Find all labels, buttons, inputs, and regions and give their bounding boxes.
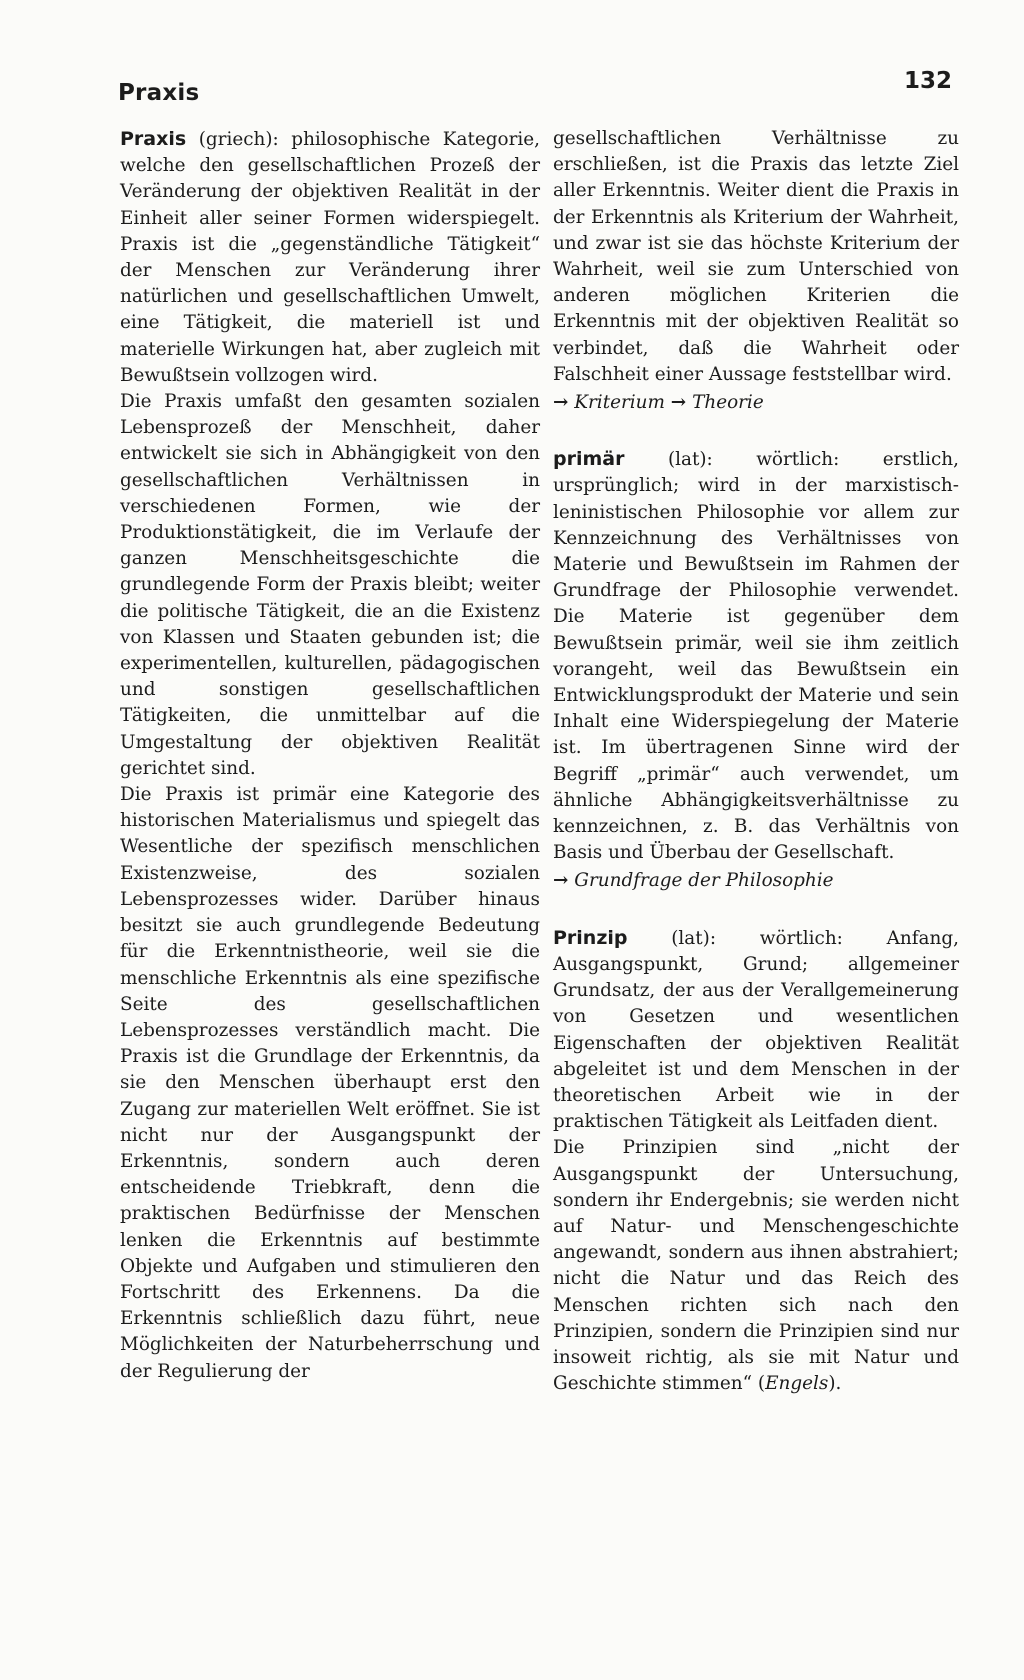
prinzip-definition: wörtlich: Anfang, Ausgangspunkt, Grund; allgemeiner Grundsatz, der aus der Verallgemeinerung von Gesetzen und wesentlichen Eigenschaften der objektiven Realität abgeleitet ist und dem Menschen in der theoretischen Arbeit wie in der praktischen Tätigkeit als Leitfaden dient.	[553, 927, 959, 1133]
entry-prinzip-p1	[553, 925, 959, 1136]
entry-praxis-p2: Die Praxis umfaßt den gesamten sozialen Lebensprozeß der Menschheit, daher entwickelt sie sich in Abhängigkeit von den gesellschaftlichen Verhältnissen in verschiedenen Formen, wie der Produktionstätigkeit, die im Verlaufe der ganzen Menschheitsgeschichte die grundlegende Form der Praxis bleibt; weiter die politische Tätigkeit, die an die Existenz von Klassen und Staaten gebunden ist; die experimentellen, kulturellen, pädagogischen und sonstigen gesellschaftlichen Tätigkeiten, die unmittelbar auf die Umgestaltung der objektiven Realität gerichtet sind.	[120, 391, 540, 779]
xref-grundfrage: Grundfrage der Philosophie	[574, 870, 834, 892]
headword-praxis: Praxis	[120, 128, 187, 150]
entry-separator	[553, 895, 959, 925]
right-column	[553, 126, 959, 1397]
entry-praxis-p3-continued: gesellschaftlichen Verhältnisse zu erschließen, ist die Praxis das letzte Ziel aller Erkenntnis. Weiter dient die Praxis in der Erkenntnis als Kriterium der Wahrheit, und zwar ist sie das höchste Kriterium der Wahrheit, weil sie zum Unterschied von anderen möglichen Kriterien die Erkenntnis mit der objektiven Realität so verbindet, daß die Wahrheit oder Falschheit einer Aussage feststellbar wird.	[553, 128, 959, 385]
xref-theorie: Theorie	[692, 392, 764, 414]
left-column	[120, 126, 540, 1385]
prinzip-quote: Die Prinzipien sind „nicht der Ausgangspunkt der Untersuchung, sondern ihr Endergebnis; sie werden nicht auf Natur- und Menschengeschichte angewandt, sondern aus ihnen abstrahiert; nicht die Natur und das Reich des Menschen richten sich nach den Prinzipien, sondern die Prinzipien sind nur insoweit richtig, als sie mit Natur und Geschichte stimmen“	[553, 1137, 959, 1395]
entry-praxis-p3: Die Praxis ist primär eine Kategorie des historischen Materialismus und spiegelt das Wesentliche der spezifisch menschlichen Existenzweise, des sozialen Lebensprozesses wider. Darüber hinaus besitzt sie auch grundlegende Bedeutung für die Erkenntnistheorie, weil sie die menschliche Erkenntnis als eine spezifische Seite des gesellschaftlichen Lebensprozesses verständlich macht. Die Praxis ist die Grundlage der Erkenntnis, da sie den Menschen überhaupt erst den Zugang zur materiellen Welt eröffnet. Sie ist nicht nur der Ausgangspunkt der Erkenntnis, sondern auch deren entscheidende Triebkraft, denn die praktischen Bedürfnisse der Menschen lenken die Erkenntnis auf bestimmte Objekte und Aufgaben und stimulieren den Fortschritt des Erkennens. Da die Erkenntnis schließlich dazu führt, neue Möglichkeiten der Naturbeherrschung und der Regulierung der	[120, 784, 540, 1382]
page-number: 132	[903, 68, 952, 94]
arrow-icon: →	[553, 870, 569, 892]
source-close: ).	[828, 1373, 842, 1395]
source-author: Engels	[765, 1373, 829, 1395]
headword-primaer: primär	[553, 448, 625, 471]
praxis-cross-references	[553, 390, 959, 416]
running-head: Praxis	[118, 80, 200, 106]
arrow-icon: →	[670, 392, 687, 414]
primaer-cross-references	[553, 868, 959, 894]
etymology-prinzip: (lat):	[671, 927, 717, 949]
source-open: (	[757, 1373, 766, 1395]
entry-primaer	[553, 446, 959, 866]
etymology-praxis: (griech):	[198, 129, 279, 150]
headword-prinzip: Prinzip	[553, 926, 628, 949]
entry-prinzip-p2	[553, 1135, 959, 1397]
primaer-definition: wörtlich: erstlich, ursprünglich; wird in der marxistisch-leninistischen Philosophie vor allem zur Kennzeichnung des Verhältnisses von Materie und Bewußtsein im Rahmen der Grundfrage der Philosophie verwendet. Die Materie ist gegenüber dem Bewußtsein primär, weil sie ihm zeitlich vorangeht, weil das Bewußtsein ein Entwicklungsprodukt der Materie und sein Inhalt eine Widerspiegelung der Materie ist. Im übertragenen Sinne wird der Begriff „primär“ auch verwendet, um ähnliche Abhängigkeitsverhältnisse zu kennzeichnen, z. B. das Verhältnis von Basis und Überbau der Gesellschaft.	[553, 449, 959, 864]
praxis-definition: philosophische Kategorie, welche den gesellschaftlichen Prozeß der Veränderung der objektiven Realität in der Einheit aller seiner Formen widerspiegelt. Praxis ist die „gegenständliche Tätigkeit“ der Menschen zur Veränderung ihrer natürlichen und gesellschaftlichen Umwelt, eine Tätigkeit, die materiell ist und materielle Wirkungen hat, aber zugleich mit Bewußtsein vollzogen wird.	[120, 129, 540, 386]
xref-kriterium: Kriterium	[574, 392, 665, 414]
entry-praxis-p1	[120, 126, 540, 389]
etymology-primaer: (lat):	[667, 449, 713, 471]
entry-separator	[553, 416, 959, 446]
arrow-icon: →	[553, 392, 569, 414]
